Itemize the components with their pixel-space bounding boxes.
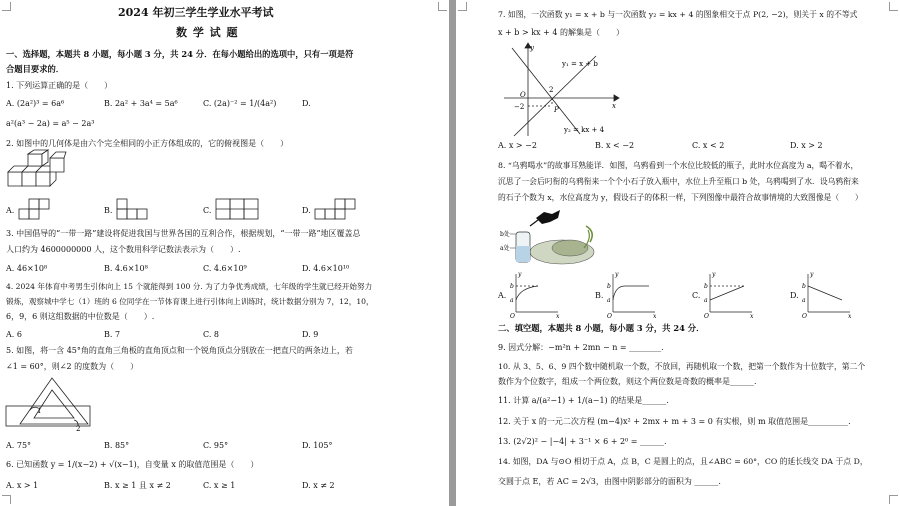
section-heading: 一、选择题，本题共 8 小题，每小题 3 分，共 24 分．在每小题给出的选项中，只有一项是符 [6,49,354,59]
option-b[interactable]: B. 4.6×10⁸ [104,264,148,273]
question-6-stem: 6. 已知函数 y = 1/(x−2) + √(x−1)，自变量 x 的取值范围是（ ） [6,460,259,469]
question-8-stem: 的石子个数为 x，水位高度为 y，假设石子的体积一样，下列图像中最符合故事情境的大致图像是（ ） [498,193,863,202]
question-4-stem: 锻炼，观察城中学七（1）班的 6 位同学在一节体育课上进行引体向上训练时，统计数据分别为 7，12，10， [6,297,374,306]
option-b[interactable]: B. 85° [104,441,130,450]
question-4-stem: 4. 2024 年体育中考男生引体向上 15 个就能得到 100 分. 为了力争优秀成绩，七年级的学生就已经开始努力 [6,282,373,291]
cube-solid-figure [6,154,66,190]
left-exam-page [0,0,449,506]
origin-label: O [510,313,515,320]
tick-a-label: a [802,297,806,304]
exam-title: 2024 年初三学生学业水平考试 [118,6,274,19]
tick-b-label: b [510,283,514,290]
x-axis-label: x [556,313,560,320]
option-a[interactable]: A. 6 [6,330,22,339]
option-c[interactable]: C. 4.6×10⁹ [203,264,247,273]
option-a[interactable]: A. (2a²)³ = 6a⁶ [6,99,65,108]
option-c[interactable]: C. [203,206,212,215]
question-14-stem: 交圆于点 E，若 AC = 2√3，由图中阴影部分的面积为 ______. [498,477,721,486]
crop-mark [889,495,898,504]
ruler-triangle-figure [4,376,94,434]
option-a[interactable]: A. x > 1 [6,481,39,490]
option-b[interactable]: B. [104,206,113,215]
tick-b-label: b [607,283,611,290]
option-c[interactable]: C. x < 2 [692,141,725,150]
origin-label: O [802,313,807,320]
question-11: 11. 计算 a/(a²−1) + 1/(a−1) 的结果是______. [498,396,669,405]
point-p-label: P [554,106,559,114]
option-d[interactable]: D. [302,99,311,108]
option-b[interactable]: B. 2a² + 3a⁴ = 5a⁶ [104,99,178,108]
option-c[interactable]: C. (2a)⁻² = 1/(4a²) [203,99,277,108]
option-d[interactable]: D. 105° [302,441,333,450]
tick-a-label: a [510,297,514,304]
option-d[interactable]: D. x > 2 [790,141,823,150]
option-b[interactable]: B. x ≥ 1 且 x ≠ 2 [104,481,171,490]
origin-label: O [607,313,612,320]
option-d[interactable]: D. 4.6×10¹⁰ [302,264,350,273]
option-b-graph [607,270,659,318]
question-1-stem: 1. 下列运算正确的是（ ） [6,81,113,90]
crop-mark [2,495,11,504]
angle-2-label: 2 [76,425,81,433]
question-7-stem: x + b > kx + 4 的解集是（ ） [498,28,624,37]
option-d-expression: a²(a³ − 2a) = a⁵ − 2a³ [6,119,95,128]
option-a[interactable]: A. [6,206,15,215]
option-a[interactable]: A. 46×10⁸ [6,264,48,273]
x-axis-label: x [653,313,657,320]
y-axis-label: y [810,271,814,278]
question-8-stem: 沉思了一会后叼衔的乌鸦衔来一个个小石子放入瓶中，水位上升至瓶口 b 处，乌鸦喝到了水．设乌鸦衔来 [498,177,859,186]
question-4-stem: 6，9，6 则这组数据的中位数是（ ）. [6,312,155,321]
question-10-stem: 数作为个位数字，组成一个两位数，则这个两位数是奇数的概率是______. [498,377,757,386]
origin-label: O [520,91,526,99]
question-5-stem: ∠1 = 60°，则∠2 的度数为（ ） [6,362,139,371]
tick-b-label: b [704,283,708,290]
option-c[interactable]: C. [692,291,701,300]
x-axis-label: x [848,313,852,320]
y-axis-label: y [615,271,619,278]
question-3-stem: 人口约为 4600000000 人，这个数用科学记数法表示为（ ）. [6,245,241,254]
crop-mark [889,2,898,11]
tick-2-label: 2 [549,86,554,94]
option-b[interactable]: B. [595,291,604,300]
section-heading: 二、填空题，本题共 8 小题，每小题 3 分，共 24 分． [498,323,705,333]
option-b[interactable]: B. 7 [104,330,121,339]
question-14-stem: 14. 如图，DA 与⊙O 相切于点 A，点 B，C 是圆上的点，且∠ABC = 60°，CO 的延长线交 DA 于点 D， [498,457,868,466]
question-2-stem: 2. 如图中的几何体是由六个完全相同的小正方体组成的，它的俯视图是（ ） [6,139,289,148]
top-view-a-icon [18,196,52,222]
tick-a-label: a [704,297,708,304]
right-exam-page [456,0,900,506]
linear-functions-graph [500,42,620,138]
crop-mark [438,2,447,11]
option-c-graph [704,270,756,318]
option-d[interactable]: D. [302,206,311,215]
section-heading: 合题目要求的． [6,64,65,74]
crop-mark [458,2,467,11]
option-a-graph [510,270,562,318]
option-c[interactable]: C. 95° [203,441,229,450]
y1-line-label: y₁ = x + b [562,60,598,68]
question-7-stem: 7. 如图，一次函数 y₁ = x + b 与一次函数 y₂ = kx + 4 的图象相交于点 P(2, −2)，则关于 x 的不等式 [498,10,858,19]
question-10-stem: 10. 从 3、5、6、9 四个数中随机取一个数，不放回，再随机取一个数，把第一个数作为十位数字，第二个 [498,362,866,371]
top-view-b-icon [116,196,150,222]
question-9: 9. 因式分解：−m²n + 2mn − n = ________. [498,343,664,352]
angle-1-label: 1 [37,407,42,415]
question-12: 12. 关于 x 的一元二次方程 (m−4)x² + 2mx + m + 3 = 0 有实根，则 m 取值范围是__________. [498,417,851,426]
option-a[interactable]: A. x > −2 [498,141,537,150]
option-a[interactable]: A. 75° [6,441,32,450]
tick-minus2-label: −2 [514,103,525,111]
y2-line-label: y₂ = kx + 4 [564,126,605,134]
x-axis-label: x [750,313,754,320]
option-a[interactable]: A. [498,291,507,300]
option-d-graph [802,270,854,318]
crop-mark [2,2,11,11]
question-3-stem: 3. 中国倡导的“一带一路”建设将促进我国与世界各国的互利合作，根据规划，“一带一路”地区覆盖总 [6,229,361,238]
exam-subtitle: 数 学 试 题 [176,26,239,39]
option-c[interactable]: C. 8 [203,330,220,339]
question-8-stem: 8. “乌鸦喝水”的故事耳熟能详．如图，乌鸦看到一个水位比较低的瓶子，此时水位高度为 a，喝不着水， [498,161,859,170]
option-c[interactable]: C. x ≥ 1 [203,481,236,490]
question-13: 13. (2√2)² − |−4| + 3⁻¹ × 6 + 2⁰ = ______. [498,437,667,446]
crow-drinking-water-illustration [500,208,600,266]
option-d[interactable]: D. 9 [302,330,319,339]
x-axis-label: x [612,102,616,110]
y-axis-label: y [518,271,522,278]
y-axis-label: y [530,44,534,52]
b-position-label: b处 [500,231,510,238]
option-d[interactable]: D. [790,291,799,300]
option-b[interactable]: B. x < −2 [595,141,635,150]
tick-a-label: a [607,297,611,304]
question-5-stem: 5. 如图，将一含 45°角的直角三角板的直角顶点和一个锐角顶点分别放在一把直尺的两条边上，若 [6,346,353,355]
tick-b-label: b [802,283,806,290]
top-view-c-icon [215,196,261,222]
origin-label: O [704,313,709,320]
a-position-label: a处 [500,245,510,252]
y-axis-label: y [712,271,716,278]
option-d[interactable]: D. x ≠ 2 [302,481,335,490]
top-view-d-icon [314,196,360,222]
